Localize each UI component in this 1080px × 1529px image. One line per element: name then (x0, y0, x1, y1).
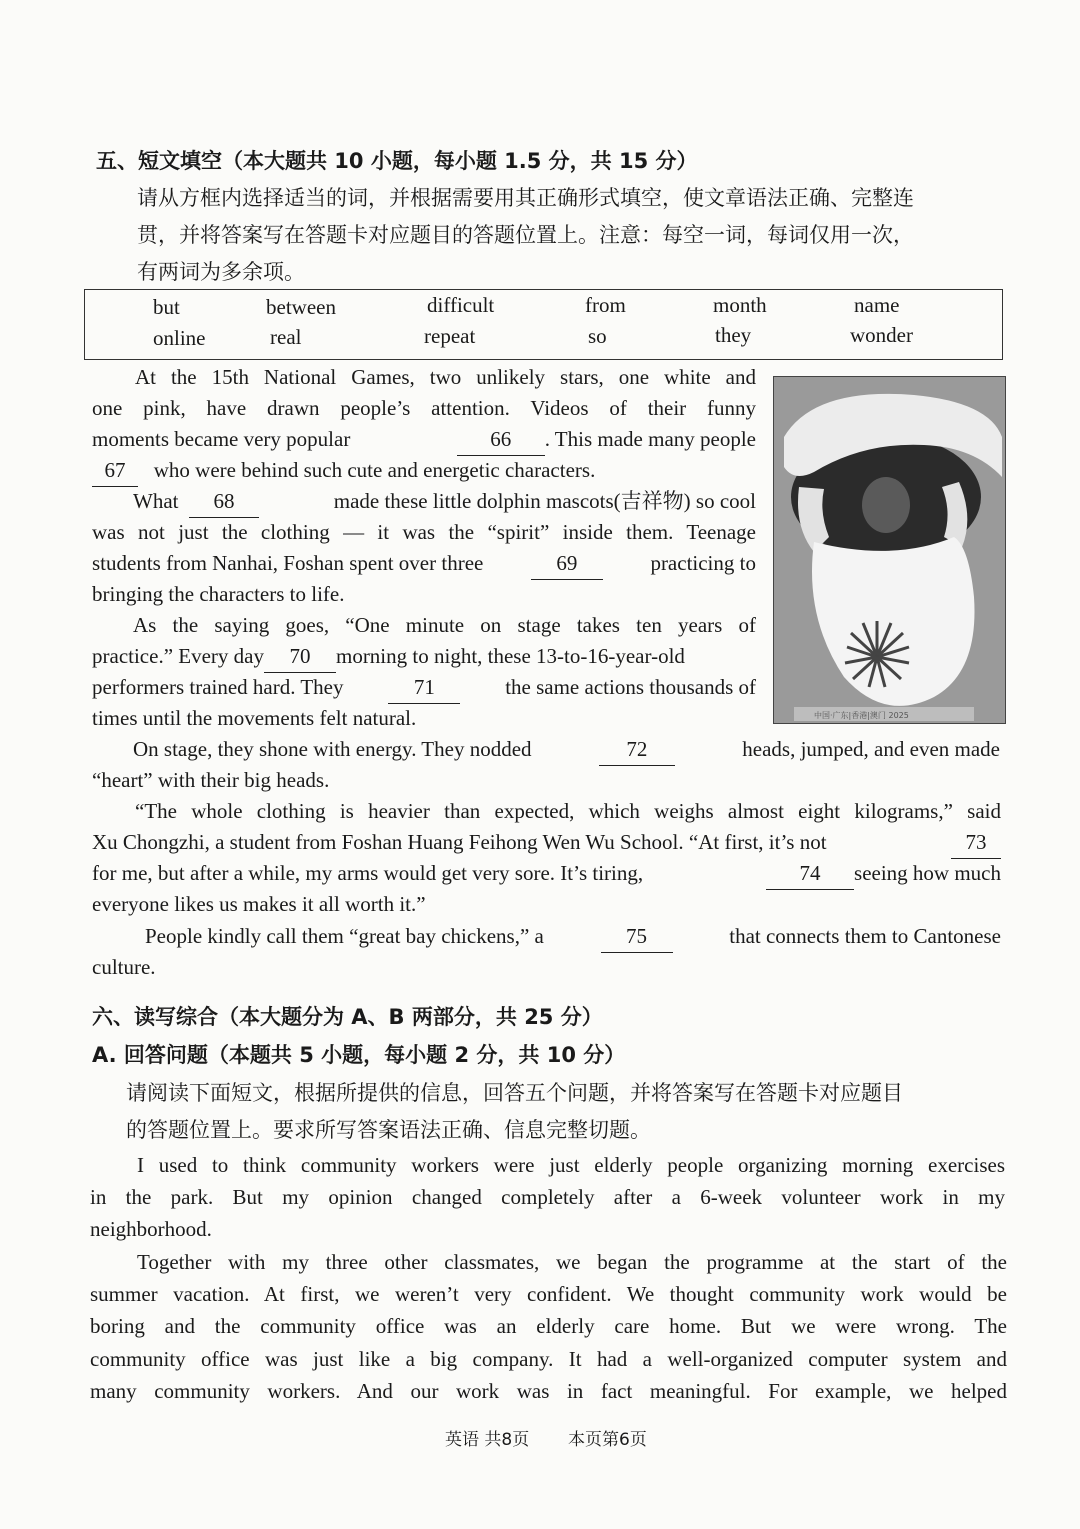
passage-text: Xu Chongzhi, a student from Foshan Huang Feihong Wen Wu School. “At first, it’s not (92, 830, 827, 854)
section6-heading: 六、读写综合（本大题分为 A、B 两部分，共 25 分） (92, 1005, 603, 1029)
word-bank-item: from (585, 293, 626, 317)
blank-75[interactable]: 75 (601, 921, 673, 953)
passage-text: students from Nanhai, Foshan spent over three (92, 551, 484, 575)
passage-line: one pink, have drawn people’s attention. Videos of their funny (92, 396, 756, 420)
passage-line: “The whole clothing is heavier than expected, which weighs almost eight kilograms,” said (135, 799, 1001, 823)
passage-line (92, 455, 756, 487)
word-bank-item: between (266, 295, 336, 319)
reading-line: I used to think community workers were just elderly people organizing morning exercises (137, 1153, 1005, 1177)
passage-text: that connects them to Cantonese (729, 924, 1001, 948)
mascot-photo (773, 376, 1006, 724)
reading-line: summer vacation. At first, we weren’t very confident. We thought community work would be (90, 1282, 1007, 1306)
passage-line (92, 858, 1001, 890)
passage-text: seeing how much (854, 861, 1001, 885)
passage-text: practicing to (650, 551, 756, 575)
passage-text: On stage, they shone with energy. They nodded (133, 737, 532, 761)
reading-line: in the park. But my opinion changed completely after a 6-week volunteer work in my (90, 1185, 1005, 1209)
section5-instruction-3: 有两词为多余项。 (137, 260, 305, 284)
word-bank-item: name (854, 293, 900, 317)
passage-line: everyone likes us makes it all worth it.” (92, 892, 426, 916)
word-bank-item: online (153, 326, 206, 350)
passage-text: What (133, 489, 179, 513)
footer-total-pages: 英语 共8页 (445, 1430, 530, 1450)
passage-text: morning to night, these 13-to-16-year-old (335, 644, 685, 668)
passage-line (92, 827, 1001, 859)
word-bank-item: real (270, 325, 302, 349)
passage-line (133, 486, 756, 518)
reading-line: boring and the community office was an elderly care home. But we were wrong. The (90, 1314, 1007, 1338)
passage-text: People kindly call them “great bay chickens,” a (145, 924, 544, 948)
passage-line (133, 734, 1000, 766)
word-bank-item: month (713, 293, 767, 317)
word-bank-box (84, 289, 1003, 360)
section6-instruction-1: 请阅读下面短文，根据所提供的信息，回答五个问题，并将答案写在答题卡对应题目 (126, 1081, 903, 1105)
passage-text: the same actions thousands of (505, 675, 756, 699)
passage-line: times until the movements felt natural. (92, 706, 417, 730)
section6-instruction-2: 的答题位置上。要求所写答案语法正确、信息完整切题。 (126, 1118, 651, 1142)
blank-73[interactable]: 73 (951, 827, 1001, 859)
reading-line: Together with my three other classmates, we began the programme at the start of the (137, 1250, 1007, 1274)
blank-69[interactable]: 69 (531, 548, 603, 580)
passage-text: who were behind such cute and energetic characters. (153, 458, 596, 482)
passage-line: bringing the characters to life. (92, 582, 345, 606)
blank-66[interactable]: 66 (457, 424, 545, 456)
passage-line (145, 921, 1001, 953)
footer-page-number: 本页第6页 (568, 1430, 647, 1450)
blank-67[interactable]: 67 (92, 455, 138, 487)
passage-line: At the 15th National Games, two unlikely stars, one white and (135, 365, 756, 389)
passage-text: for me, but after a while, my arms would get very sore. It’s tiring, (92, 861, 644, 885)
word-bank-item: so (588, 324, 607, 348)
passage-line (92, 548, 756, 580)
passage-line (92, 672, 756, 704)
mascot-image (774, 377, 1006, 724)
passage-line: As the saying goes, “One minute on stage takes ten years of (133, 613, 756, 637)
word-bank-item: wonder (850, 323, 913, 347)
photo-caption: 中国·广东|香港|澳门 2025 (814, 711, 909, 720)
passage-line: was not just the clothing — it was the “spirit” inside them. Teenage (92, 520, 756, 544)
passage-text: moments became very popular (92, 427, 351, 451)
blank-70[interactable]: 70 (264, 641, 336, 673)
passage-line (92, 424, 756, 456)
blank-71[interactable]: 71 (388, 672, 460, 704)
passage-line: “heart” with their big heads. (92, 768, 330, 792)
passage-text: heads, jumped, and even made (742, 737, 1000, 761)
section6-subheading: A. 回答问题（本题共 5 小题，每小题 2 分，共 10 分） (92, 1043, 626, 1067)
passage-text: practice.” Every day (92, 644, 264, 668)
passage-text: made these little dolphin mascots(吉祥物) so cool (333, 489, 756, 513)
word-bank-item: they (715, 323, 752, 347)
section5-heading: 五、短文填空（本大题共 10 小题，每小题 1.5 分，共 15 分） (96, 149, 698, 173)
section5-instruction-1: 请从方框内选择适当的词，并根据需要用其正确形式填空，使文章语法正确、完整连 (137, 186, 914, 210)
word-bank-item: difficult (427, 293, 495, 317)
reading-line: neighborhood. (90, 1217, 212, 1241)
passage-line: culture. (92, 955, 156, 979)
blank-72[interactable]: 72 (599, 734, 675, 766)
passage-line (92, 641, 756, 673)
reading-line: many community workers. And our work was in fact meaningful. For example, we helped (90, 1379, 1007, 1403)
reading-line: community office was just like a big company. It had a well-organized computer system and (90, 1347, 1007, 1371)
section5-instruction-2: 贯，并将答案写在答题卡对应题目的答题位置上。注意：每空一词，每词仅用一次， (137, 223, 914, 247)
word-bank-item: repeat (424, 324, 476, 348)
passage-text: . This made many people (544, 427, 756, 451)
word-bank-item: but (153, 295, 180, 319)
passage-text: performers trained hard. They (92, 675, 344, 699)
blank-68[interactable]: 68 (189, 486, 259, 518)
blank-74[interactable]: 74 (766, 858, 854, 890)
